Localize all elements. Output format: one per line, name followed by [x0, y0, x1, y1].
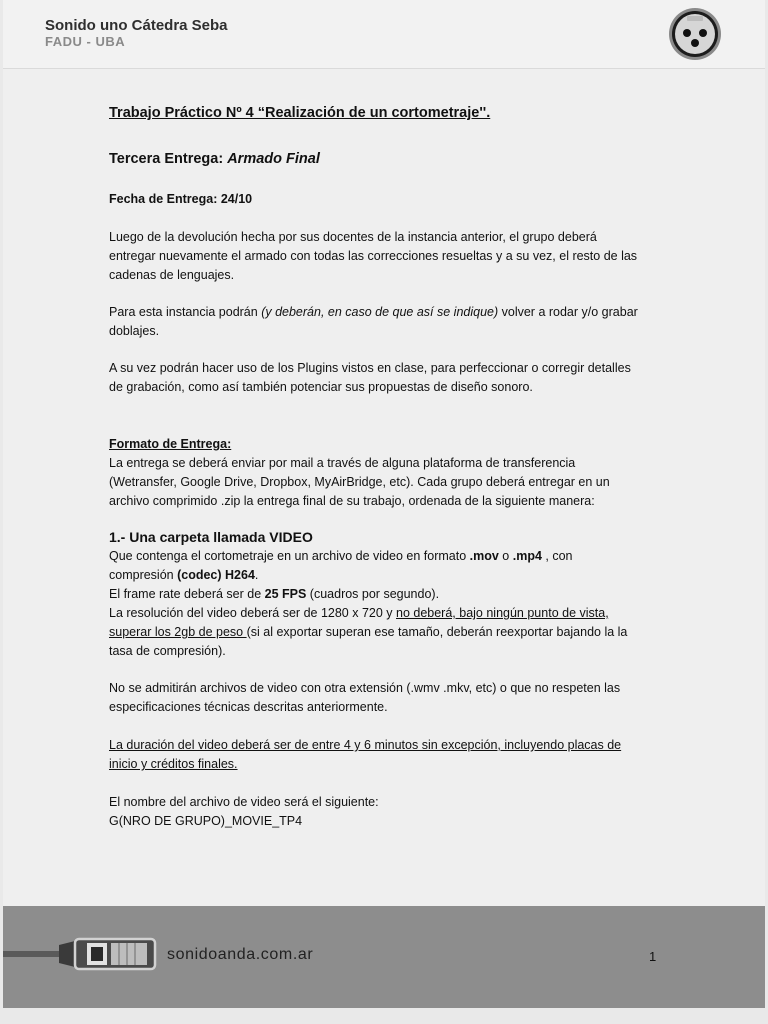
paragraph-line: (Wetransfer, Google Drive, Dropbox, MyAirBridge, etc). Cada grupo deberá entregar en un [109, 475, 610, 489]
page-header [3, 0, 765, 69]
text-run: La resolución del video deberá ser de 1280 x 720 y [109, 606, 396, 620]
course-subtitle: FADU - UBA [45, 34, 126, 49]
website-label: sonidoanda.com.ar [167, 946, 314, 963]
paragraph-line [109, 604, 609, 623]
paragraph-line: especificaciones técnicas descritas anteriormente. [109, 700, 388, 714]
paragraph-line: doblajes. [109, 324, 160, 338]
text-run: Que contenga el cortometraje en un archivo de video en formato [109, 549, 470, 563]
underlined-text: superar los 2gb de peso [109, 625, 247, 639]
text-run: , con [541, 549, 573, 563]
paragraph-line: inicio y créditos finales. [109, 757, 238, 771]
bold-text: .mp4 [512, 549, 542, 563]
assignment-title: Trabajo Práctico Nº 4 “Realización de un cortometraje''. [109, 105, 491, 121]
text-run: El frame rate deberá ser de [109, 587, 265, 601]
document-page [3, 0, 765, 1008]
paragraph-line [109, 585, 439, 604]
due-date: Fecha de Entrega: 24/10 [109, 192, 253, 206]
paragraph-line: entregar nuevamente el armado con todas las correcciones resueltas y a su vez, el resto de las [109, 249, 638, 263]
bold-text: 25 FPS [264, 587, 307, 601]
paragraph-line: tasa de compresión). [109, 644, 226, 658]
section-heading: 1.- Una carpeta llamada VIDEO [109, 529, 313, 545]
paragraph-line [109, 547, 573, 566]
file-name-pattern: G(NRO DE GRUPO)_MOVIE_TP4 [109, 814, 303, 828]
paragraph-line: A su vez podrán hacer uso de los Plugins vistos en clase, para perfeccionar o corregir detalles [109, 361, 631, 375]
paragraph-line [109, 303, 638, 322]
text-run: volver a rodar y/o grabar [498, 305, 638, 319]
format-heading: Formato de Entrega: [109, 437, 232, 451]
paragraph-line: de grabación, como así también potenciar sus propuestas de diseño sonoro. [109, 380, 533, 394]
text-run: o [498, 549, 513, 563]
text-run: (si al exportar superan ese tamaño, deberán reexportar bajando la la [246, 625, 628, 639]
page-number: 1 [649, 949, 657, 964]
paragraph-line [109, 623, 627, 642]
text-run: compresión [109, 568, 178, 582]
text-run: . [254, 568, 259, 582]
paragraph-line: archivo comprimido .zip la entrega final de su trabajo, ordenada de la siguiente manera: [109, 494, 595, 508]
text-run: (cuadros por segundo). [306, 587, 440, 601]
xlr-cable-icon [3, 934, 163, 974]
xlr-connector-logo-icon [667, 6, 723, 62]
delivery-name: Armado Final [227, 151, 320, 167]
delivery-heading [109, 150, 320, 169]
paragraph-line: cadenas de lenguajes. [109, 268, 235, 282]
page-footer [3, 906, 765, 1008]
text-run: Para esta instancia podrán [109, 305, 262, 319]
underlined-text: no deberá, bajo ningún punto de vista, [396, 606, 609, 620]
paragraph-line: La duración del video deberá ser de entre 4 y 6 minutos sin excepción, incluyendo placas de [109, 738, 622, 752]
paragraph-line [109, 566, 258, 585]
italic-text: (y deberán, en caso de que así se indique) [261, 305, 499, 319]
paragraph-line: No se admitirán archivos de video con otra extensión (.wmv .mkv, etc) o que no respeten las [109, 681, 621, 695]
course-title: Sonido uno Cátedra Seba [45, 17, 228, 34]
paragraph-line: Luego de la devolución hecha por sus docentes de la instancia anterior, el grupo deberá [109, 230, 597, 244]
paragraph-line: El nombre del archivo de video será el siguiente: [109, 795, 379, 809]
delivery-label: Tercera Entrega: [109, 151, 228, 167]
bold-text: .mov [469, 549, 499, 563]
paragraph-line: La entrega se deberá enviar por mail a través de alguna plataforma de transferencia [109, 456, 576, 470]
bold-text: (codec) H264 [177, 568, 255, 582]
